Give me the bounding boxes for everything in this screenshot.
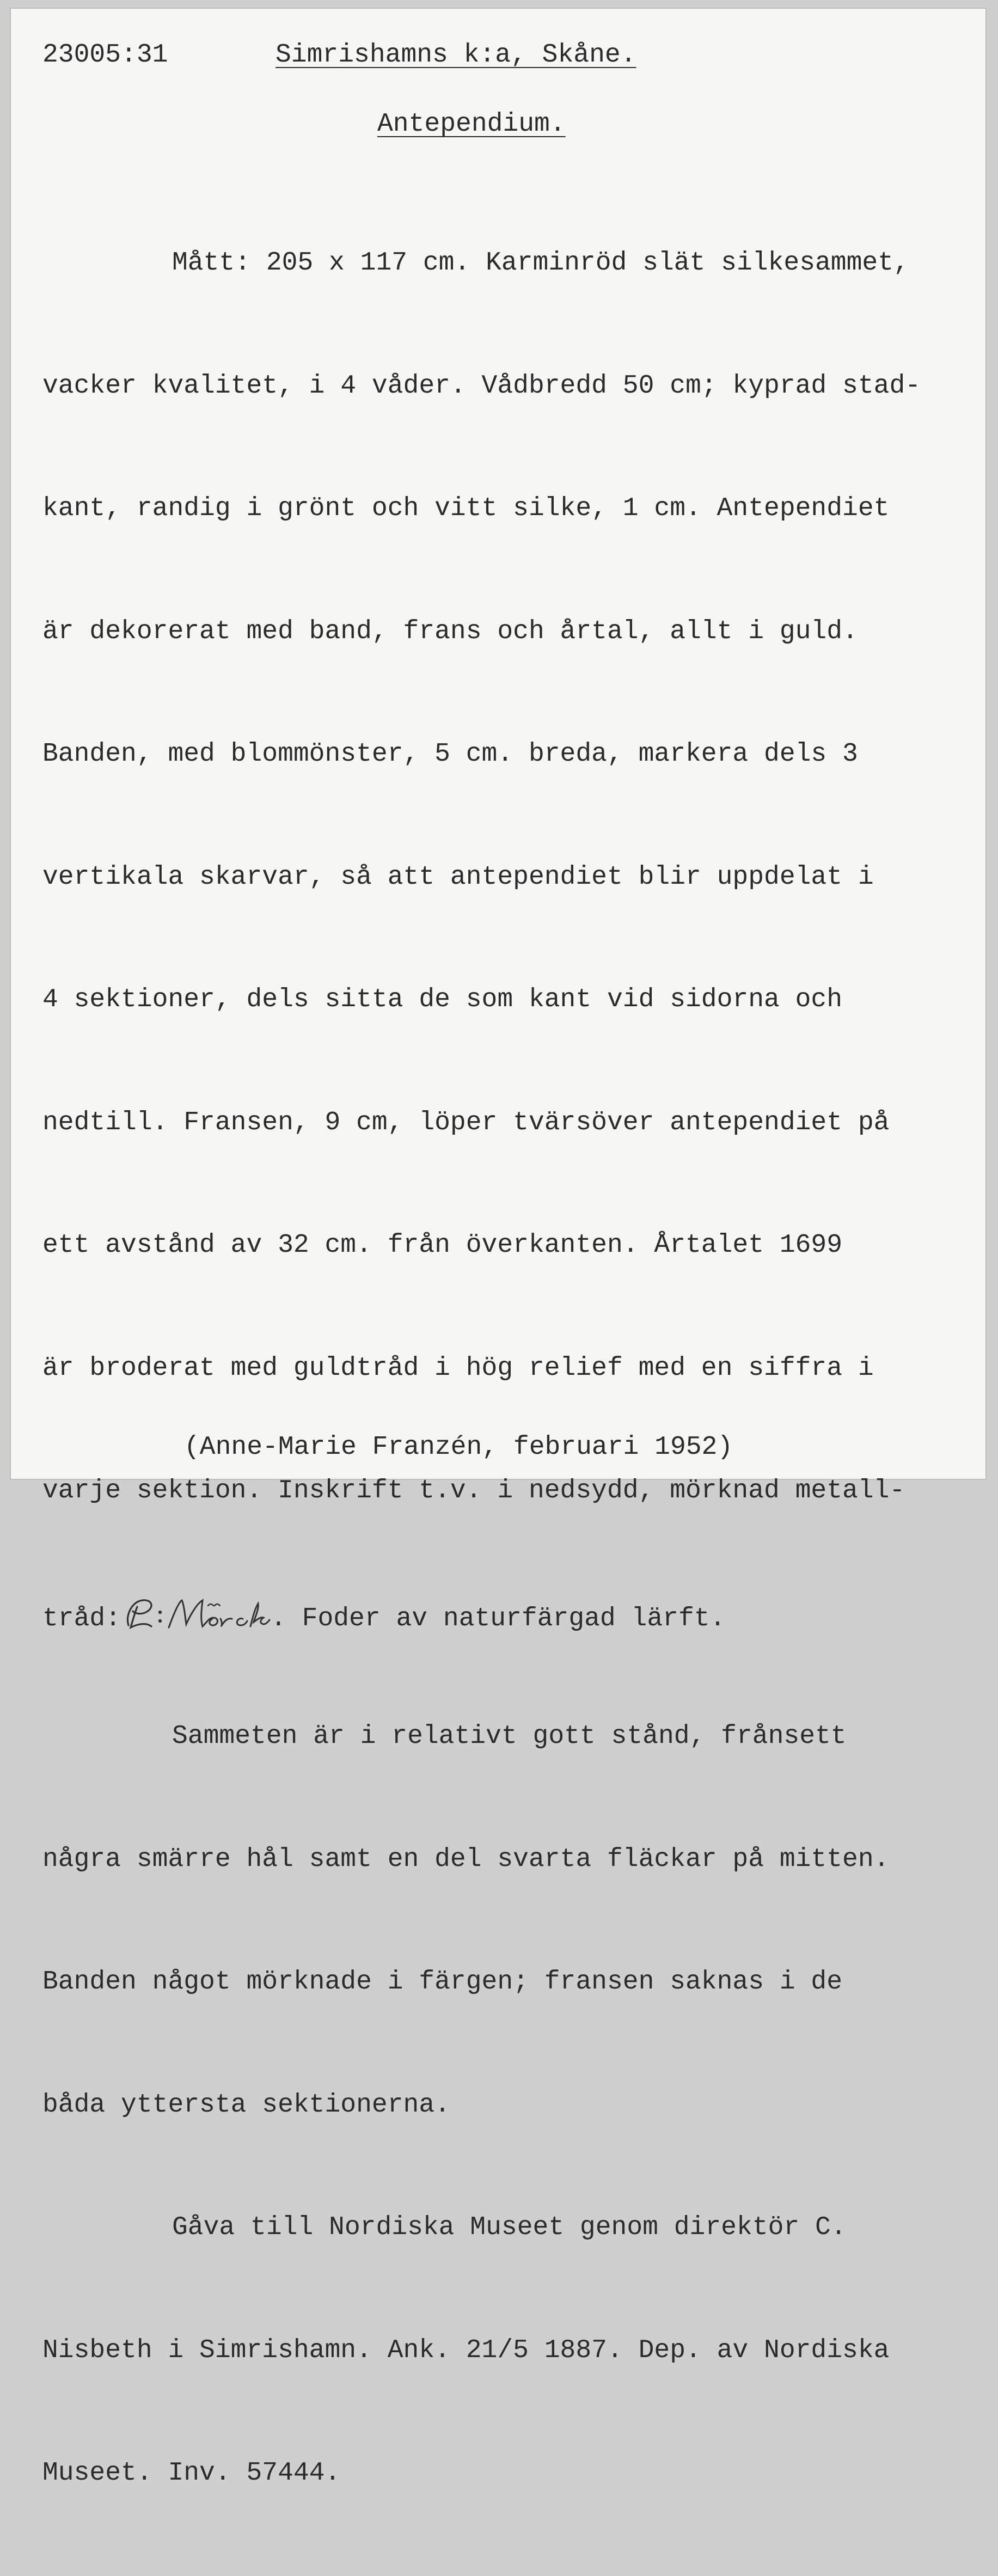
body-line: Mått: 205 x 117 cm. Karminröd slät silkesammet, [172,248,909,278]
signature-suffix: . Foder av naturfärgad lärft. [271,1604,726,1633]
signature-drawing [121,1594,271,1633]
catalog-card [11,9,985,2488]
body-line: Nisbeth i Simrishamn. Ank. 21/5 1887. Dep. av Nordiska [42,2335,890,2365]
body-line-with-signature [42,1594,921,1635]
reference-number: 23005:31 [42,40,168,70]
author-attribution: (Anne-Marie Franzén, februari 1952) [184,1433,733,1462]
body-line: Banden, med blommönster, 5 cm. breda, markera dels 3 [42,739,858,769]
body-line: kant, randig i grönt och vitt silke, 1 cm. Antependiet [42,494,890,523]
body-line: ett avstånd av 32 cm. från överkanten. Årtalet 1699 [42,1231,843,1260]
body-line: Sammeten är i relativt gott stånd, frånsett [172,1722,847,1751]
signature-prefix: tråd: [42,1604,121,1633]
body-line: Gåva till Nordiska Museet genom direktör C. [172,2213,847,2242]
body-line: nedtill. Fransen, 9 cm, löper tvärsöver antependiet på [42,1108,890,1137]
body-line: vertikala skarvar, så att antependiet blir uppdelat i [42,862,874,892]
body-line: är dekorerat med band, frans och årtal, allt i guld. [42,616,858,646]
body-line: Museet. Inv. 57444. [42,2458,341,2488]
body-line: varje sektion. Inskrift t.v. i nedsydd, mörknad metall- [42,1476,905,1506]
body-line: är broderat med guldtråd i hög relief med en siffra i [42,1353,874,1383]
body-line: vacker kvalitet, i 4 våder. Vådbredd 50 cm; kyprad stad- [42,371,921,401]
handwritten-signature [121,1594,271,1633]
location-heading: Simrishamns k:a, Skåne. [275,40,636,70]
description-body [42,161,921,2576]
document-title: Antependium. [377,109,566,139]
body-line: 4 sektioner, dels sitta de som kant vid sidorna och [42,985,843,1014]
body-line: Banden något mörknade i färgen; fransen saknas i de [42,1967,843,1997]
body-line: några smärre hål samt en del svarta fläckar på mitten. [42,1844,890,1874]
body-line: båda yttersta sektionerna. [42,2090,450,2120]
